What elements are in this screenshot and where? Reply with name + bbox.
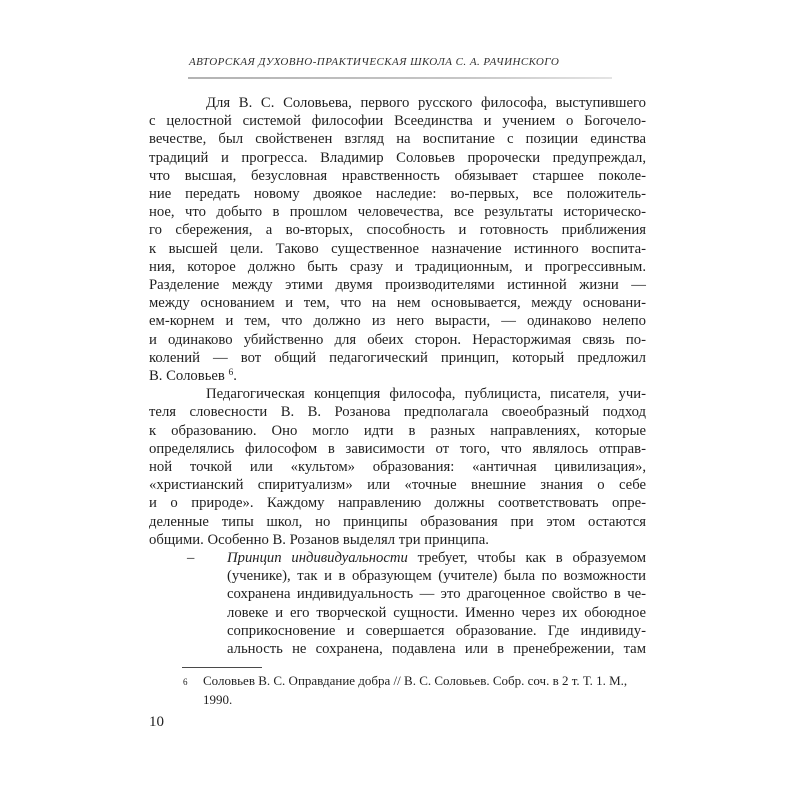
header-rule bbox=[188, 77, 612, 79]
text-line: и о природе». Каждому направлению должны соответствовать опре- bbox=[149, 495, 646, 512]
text-line: соприкосновение и совершается образование. Где индивиду- bbox=[227, 622, 646, 639]
text-line: (ученике), так и в образующем (учителе) была по возможности bbox=[227, 568, 646, 585]
text-line: Разделение между этими двумя производителями истинной жизни — bbox=[149, 277, 646, 294]
text-line: В. Соловьев $^6$. bbox=[149, 368, 237, 385]
text-line: что высшая, безусловная нравственность обязывает старшее поколе- bbox=[149, 167, 646, 184]
text-line: общими. Особенно В. Розанов выделял три принципа. bbox=[149, 531, 489, 548]
text-line: ния, которое должно быть сразу и традиционным, и прогрессивным. bbox=[149, 258, 646, 275]
text-line: альность не сохранена, подавлена или в пренебрежении, там bbox=[227, 641, 646, 658]
footnote-marker: 6 bbox=[183, 677, 188, 687]
text-line: определялись философом в зависимости от того, что являлось отправ- bbox=[149, 440, 646, 457]
text-line: 1990. bbox=[203, 692, 233, 707]
paragraph-rozanov bbox=[149, 385, 646, 549]
list-item-text bbox=[227, 549, 646, 658]
text-line: к образованию. Оно могло идти в разных направлениях, которые bbox=[149, 422, 646, 439]
text-line: «христианский спиритуализм» или «точные внешние знания о себе bbox=[149, 477, 646, 494]
text-line: с целостной системой философии Всеединства и учением о Богочело- bbox=[149, 113, 646, 130]
text-line: вечестве, был свойственен взгляд на воспитание с позиции единства bbox=[149, 131, 646, 148]
footnote-text bbox=[203, 671, 652, 709]
text-line: Для В. С. Соловьева, первого русского философа, выступившего bbox=[206, 95, 646, 111]
text-line: и одинаково убийственно для обеих сторон. Нерасторжимая связь по- bbox=[149, 331, 646, 348]
list-item-individuality bbox=[149, 549, 646, 658]
text-line: традиций и прогресса. Владимир Соловьев пророчески предупреждал, bbox=[149, 149, 646, 166]
text-line: ловеке и его творческой сущности. Именно через их обоюдное bbox=[227, 604, 646, 621]
page-number: 10 bbox=[149, 714, 164, 730]
text-line: колений — вот общий педагогический принцип, который предложил bbox=[149, 349, 646, 366]
text-line: между основанием и тем, что на нем основывается, между основани- bbox=[149, 295, 646, 312]
text-line: ние передать новому двоякое наследие: во-первых, все положитель- bbox=[149, 186, 646, 203]
text-line: сохранена индивидуальность — это драгоценное свойство в че- bbox=[227, 586, 646, 603]
list-marker-dash: – bbox=[187, 550, 195, 567]
text-line: Соловьев В. С. Оправдание добра // В. С. Соловьев. Собр. соч. в 2 т. Т. 1. М., bbox=[203, 673, 628, 688]
body-text bbox=[149, 94, 646, 658]
text-line: Педагогическая концепция философа, публициста, писателя, учи- bbox=[206, 386, 646, 403]
footnote-separator bbox=[182, 667, 262, 668]
paragraph-solovyov bbox=[149, 94, 646, 385]
text-line: ное, что добыто в прошлом человечества, все результаты историческо- bbox=[149, 204, 646, 221]
text-line: ной точкой или «культом» образования: «античная цивилизация», bbox=[149, 459, 646, 476]
text-line: деленные типы школ, но принципы образования при этом остаются bbox=[149, 513, 646, 530]
footnote bbox=[182, 671, 652, 709]
text-line: к высшей цели. Таково существенное назначение истинного воспита- bbox=[149, 240, 646, 257]
running-header: АВТОРСКАЯ ДУХОВНО-ПРАКТИЧЕСКАЯ ШКОЛА С. А. РАЧИНСКОГО bbox=[189, 56, 560, 68]
text-line: теля словесности В. В. Розанова предполагала своеобразный подход bbox=[149, 404, 646, 421]
text-line: Принцип индивидуальности требует, чтобы как в образуемом bbox=[227, 550, 646, 567]
text-line: го сбережения, а во-вторых, способность и готовность приближения bbox=[149, 222, 646, 239]
text-line: ем-корнем и тем, что должно из него вырасти, — одинаково нелепо bbox=[149, 313, 646, 330]
